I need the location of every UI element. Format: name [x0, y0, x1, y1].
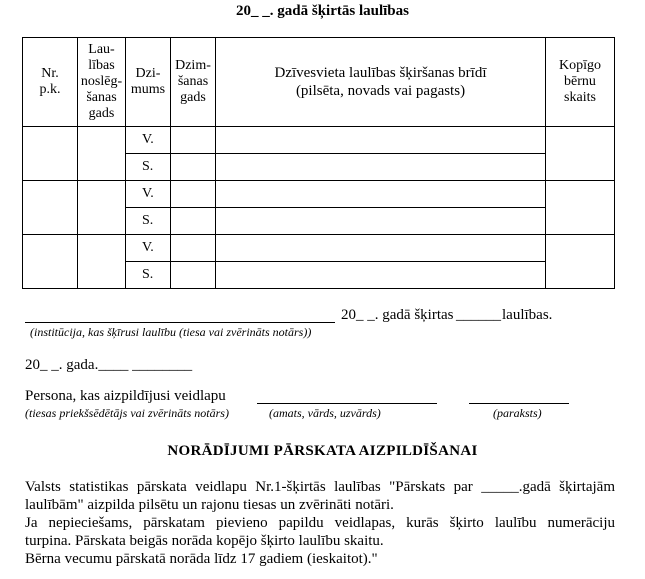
number-cell[interactable]	[23, 181, 78, 235]
header-text: p.k.	[39, 82, 61, 97]
header-text: Dzīvesvieta laulības šķiršanas brīdī	[274, 65, 487, 81]
gender-cell: S.	[126, 208, 171, 235]
header-text: Lau-	[88, 42, 115, 57]
gender-cell: S.	[126, 262, 171, 289]
residence-cell[interactable]	[216, 127, 546, 154]
birth-year-cell[interactable]	[171, 127, 216, 154]
instruction-line: Bērna vecumu pārskatā norāda līdz 17 gadiem (ieskaitot)."	[25, 551, 378, 567]
summary-count-blank[interactable]: ______	[456, 307, 501, 323]
birth-year-cell[interactable]	[171, 181, 216, 208]
children-cell[interactable]	[546, 235, 615, 289]
header-residence	[216, 38, 546, 127]
caption-part: ))	[303, 325, 312, 339]
birth-year-cell[interactable]	[171, 235, 216, 262]
instruction-line: turpina. Pārskata beigās norāda kopējo šķirto laulību skaitu.	[25, 533, 384, 549]
instruction-line: Valsts statistikas pārskata veidlapu Nr.1-šķirtās laulības "Pārskats par _____.gadā šķirtajām	[25, 479, 615, 495]
residence-cell[interactable]	[216, 262, 546, 289]
header-text: lības	[88, 58, 115, 73]
gender-cell: V.	[126, 181, 171, 208]
table-row	[23, 235, 615, 262]
institution-line[interactable]	[25, 322, 335, 323]
table-row	[23, 181, 615, 208]
gender-cell: V.	[126, 235, 171, 262]
header-text: gads	[88, 106, 115, 121]
header-text: šanas	[86, 90, 117, 105]
marriage-year-cell[interactable]	[78, 127, 126, 181]
marriage-year-cell[interactable]	[78, 235, 126, 289]
institution-caption	[30, 325, 311, 340]
header-text: šanas	[177, 74, 209, 89]
instructions-body	[25, 478, 615, 568]
header-text: bērnu	[564, 74, 596, 89]
table-header-row	[23, 38, 615, 127]
signature-line[interactable]	[469, 403, 569, 404]
table-row	[23, 127, 615, 154]
header-children	[546, 38, 615, 127]
marriage-year-cell[interactable]	[78, 181, 126, 235]
header-gender	[126, 38, 171, 127]
header-marriage-year	[78, 38, 126, 127]
header-birth-year	[171, 38, 216, 127]
instruction-line: Ja nepieciešams, pārskatam pievieno papildu veidlapas, kurās šķirto laulību numerāciju	[25, 515, 615, 531]
instructions-heading: NORĀDĪJUMI PĀRSKATA AIZPILDĪŠANAI	[167, 443, 478, 459]
divorce-table	[22, 37, 615, 289]
header-text: Dzim-	[175, 58, 211, 73]
summary-end-text: laulības.	[502, 307, 553, 323]
form-title: 20_ _. gadā šķirtās laulības	[236, 3, 409, 19]
children-cell[interactable]	[546, 181, 615, 235]
birth-year-cell[interactable]	[171, 208, 216, 235]
birth-year-cell[interactable]	[171, 262, 216, 289]
number-cell[interactable]	[23, 235, 78, 289]
instruction-line: laulībām" aizpilda pilsētu un rajonu tiesas un zvērināti notāri.	[25, 497, 394, 513]
header-number	[23, 38, 78, 127]
children-cell[interactable]	[546, 127, 615, 181]
signature-caption: (paraksts)	[493, 406, 542, 420]
header-text: noslēg-	[80, 74, 123, 89]
number-cell[interactable]	[23, 127, 78, 181]
header-text: Dzi-	[135, 66, 161, 81]
person-label: Persona, kas aizpildījusi veidlapu	[25, 388, 226, 404]
header-text: gads	[180, 90, 206, 105]
birth-year-cell[interactable]	[171, 154, 216, 181]
person-caption: (tiesas priekšsēdētājs vai zvērināts notārs)	[25, 406, 229, 420]
header-text: mums	[130, 82, 166, 97]
header-text: Nr.	[41, 66, 59, 81]
residence-cell[interactable]	[216, 208, 546, 235]
header-text: skaits	[564, 90, 596, 105]
position-caption: (amats, vārds, uzvārds)	[269, 406, 381, 420]
header-text: (pilsēta, novads vai pagasts)	[295, 83, 466, 99]
caption-part: tiesa vai zvērināts notārs	[183, 325, 304, 339]
gender-cell: S.	[126, 154, 171, 181]
summary-year-text: 20_ _. gadā šķirtas	[341, 307, 454, 323]
residence-cell[interactable]	[216, 181, 546, 208]
position-name-line[interactable]	[257, 403, 437, 404]
residence-cell[interactable]	[216, 154, 546, 181]
header-text: Kopīgo	[559, 58, 601, 73]
caption-part: (institūcija, kas šķīrusi laulību (	[30, 325, 183, 339]
residence-cell[interactable]	[216, 235, 546, 262]
gender-cell: V.	[126, 127, 171, 154]
date-line[interactable]: 20_ _. gada.____ ________	[25, 357, 193, 373]
